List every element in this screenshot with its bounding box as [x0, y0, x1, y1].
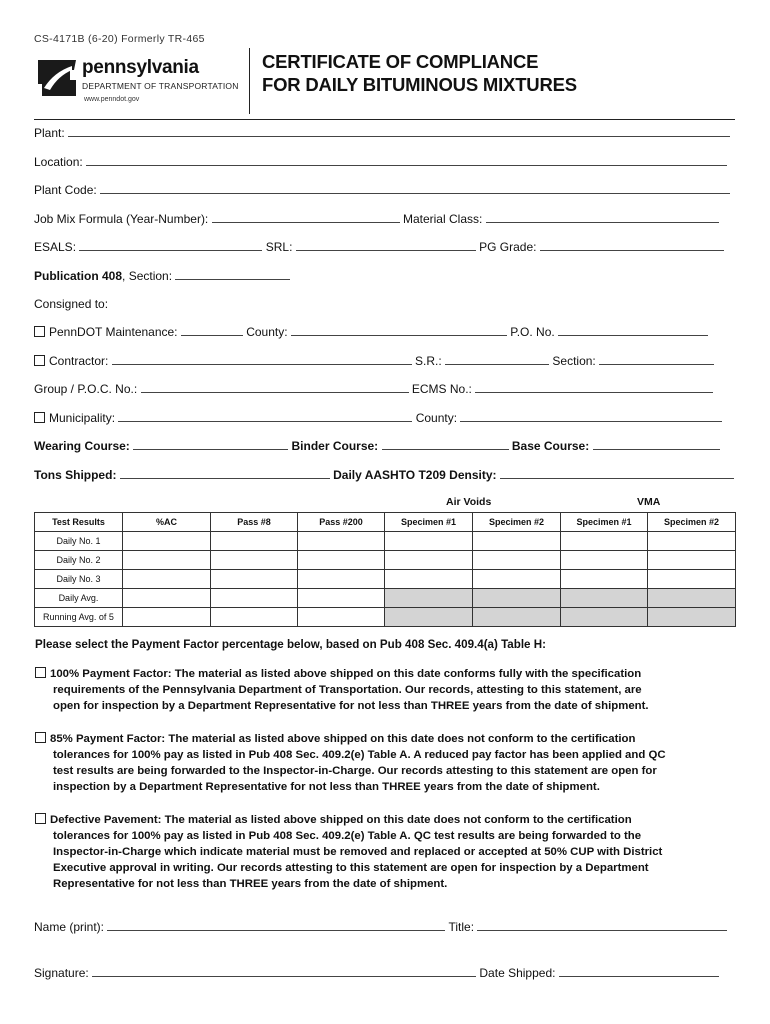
group-poc-field[interactable]	[141, 382, 409, 393]
test-results-table	[34, 512, 736, 627]
logo-department: DEPARTMENT OF TRANSPORTATION	[82, 81, 239, 91]
table-row	[35, 532, 736, 551]
county2-label: County:	[415, 411, 458, 425]
consigned-to-label: Consigned to:	[34, 297, 109, 311]
table-cell[interactable]	[298, 589, 385, 608]
plant-code-field[interactable]	[100, 183, 730, 194]
table-cell[interactable]	[211, 608, 298, 627]
publication-row	[34, 269, 290, 283]
table-cell[interactable]	[211, 570, 298, 589]
job-mix-field[interactable]	[212, 212, 400, 223]
signature-field[interactable]	[92, 966, 476, 977]
shaded-cell	[561, 608, 648, 627]
table-row	[35, 570, 736, 589]
payment-100-line-3: open for inspection by a Department Representative for not less than THREE years from the date of shipment.	[53, 700, 649, 712]
daily-aashto-label: Daily AASHTO T209 Density:	[333, 468, 497, 482]
payment-100-line-1: 100% Payment Factor: The material as listed above shipped on this date conforms fully with the specification	[50, 668, 642, 680]
material-class-label: Material Class:	[402, 212, 483, 226]
publication-label: Publication 408	[34, 269, 123, 283]
col-air-voids-specimen-2: Specimen #2	[473, 513, 561, 532]
keystone-icon	[36, 54, 78, 98]
payment-defective-line-5: Representative for not less than THREE years from the date of shipment.	[53, 878, 448, 890]
municipality-label: Municipality:	[49, 411, 116, 425]
form-id: CS-4171B (6-20) Formerly TR-465	[34, 33, 205, 45]
table-cell[interactable]	[648, 551, 736, 570]
col-pass-200: Pass #200	[298, 513, 385, 532]
contractor-row	[34, 354, 714, 368]
table-cell[interactable]	[561, 551, 648, 570]
row-label: Daily No. 1	[35, 532, 123, 551]
county-field[interactable]	[291, 325, 507, 336]
col-air-voids-specimen-1: Specimen #1	[385, 513, 473, 532]
esals-field[interactable]	[79, 240, 262, 251]
table-cell[interactable]	[211, 589, 298, 608]
payment-defective-line-4: Executive approval in writing. Our records attesting to this statement are open for inspection by a Department	[53, 862, 649, 874]
plant-row	[34, 126, 730, 140]
plant-code-label: Plant Code:	[34, 183, 97, 197]
table-cell[interactable]	[298, 532, 385, 551]
name-print-field[interactable]	[107, 920, 445, 931]
wearing-course-field[interactable]	[133, 439, 288, 450]
title-line-2: FOR DAILY BITUMINOUS MIXTURES	[262, 74, 577, 95]
contractor-label: Contractor:	[49, 354, 109, 368]
table-cell[interactable]	[123, 570, 211, 589]
municipality-row	[34, 411, 722, 425]
job-mix-row	[34, 212, 719, 226]
table-row	[35, 551, 736, 570]
penndot-maintenance-label: PennDOT Maintenance:	[49, 325, 178, 339]
base-course-field[interactable]	[593, 439, 720, 450]
table-cell[interactable]	[298, 608, 385, 627]
shaded-cell	[473, 589, 561, 608]
payment-option-100	[35, 666, 740, 714]
row-label: Daily Avg.	[35, 589, 123, 608]
location-label: Location:	[34, 155, 83, 169]
table-cell[interactable]	[561, 570, 648, 589]
row-label: Running Avg. of 5	[35, 608, 123, 627]
name-print-label: Name (print):	[34, 920, 105, 934]
po-no-field[interactable]	[558, 325, 708, 336]
payment-defective-line-2: tolerances for 100% pay as listed in Pub 408 Sec. 409.2(e) Table A. QC test results are being forwarded to the	[53, 830, 642, 842]
payment-option-85	[35, 731, 740, 795]
name-title-row	[34, 920, 727, 934]
table-cell[interactable]	[298, 570, 385, 589]
table-cell[interactable]	[561, 532, 648, 551]
table-cell[interactable]	[385, 532, 473, 551]
header-divider	[249, 48, 250, 114]
date-shipped-field[interactable]	[559, 966, 719, 977]
row-label: Daily No. 2	[35, 551, 123, 570]
shaded-cell	[473, 608, 561, 627]
logo-name: pennsylvania	[82, 57, 199, 78]
srl-label: SRL:	[265, 240, 293, 254]
date-shipped-label: Date Shipped:	[479, 966, 556, 980]
plant-field[interactable]	[68, 126, 730, 137]
payment-85-line-1: 85% Payment Factor: The material as listed above shipped on this date does not conform to the certification	[50, 733, 636, 745]
plant-code-row	[34, 183, 730, 197]
ecms-no-field[interactable]	[475, 382, 713, 393]
location-row	[34, 155, 727, 169]
county-label: County:	[246, 325, 288, 339]
table-cell[interactable]	[385, 570, 473, 589]
payment-85-line-3: test results are being forwarded to the Inspector-in-Charge. Our records attesting to this statement are open for	[53, 765, 657, 777]
contractor-checkbox[interactable]	[34, 355, 45, 366]
table-cell[interactable]	[298, 551, 385, 570]
penndot-maintenance-checkbox[interactable]	[34, 326, 45, 337]
table-cell[interactable]	[648, 532, 736, 551]
po-no-label: P.O. No.	[510, 325, 555, 339]
payment-100-line-2: requirements of the Pennsylvania Department of Transportation. Our records, attesting to this statement, are	[53, 684, 642, 696]
table-cell[interactable]	[123, 532, 211, 551]
table-cell[interactable]	[385, 551, 473, 570]
col-pass-8: Pass #8	[211, 513, 298, 532]
contractor-field[interactable]	[112, 354, 412, 365]
table-cell[interactable]	[473, 532, 561, 551]
payment-defective-checkbox[interactable]	[35, 813, 46, 824]
page-title	[262, 50, 577, 96]
esals-label: ESALS:	[34, 240, 77, 254]
payment-85-line-2: tolerances for 100% pay as listed in Pub 408 Sec. 409.2(e) Table A. A reduced pay factor has been applied and QC	[53, 749, 666, 761]
signature-label: Signature:	[34, 966, 89, 980]
section-label: , Section:	[122, 269, 173, 283]
esals-row	[34, 240, 724, 254]
base-course-label: Base Course:	[511, 439, 590, 453]
air-voids-header: Air Voids	[446, 496, 492, 508]
table-cell[interactable]	[211, 532, 298, 551]
payment-defective-line-3: Inspector-in-Charge which indicate material must be removed and replaced or accepted at 50% CUP with District	[53, 846, 663, 858]
payment-100-checkbox[interactable]	[35, 667, 46, 678]
binder-course-field[interactable]	[382, 439, 509, 450]
table-row	[35, 589, 736, 608]
signature-row	[34, 966, 719, 980]
wearing-course-label: Wearing Course:	[34, 439, 130, 453]
section2-label: Section:	[552, 354, 596, 368]
county2-field[interactable]	[460, 411, 722, 422]
group-poc-label: Group / P.O.C. No.:	[34, 382, 138, 396]
row-label: Daily No. 3	[35, 570, 123, 589]
header-rule	[34, 119, 735, 120]
sr-field[interactable]	[445, 354, 549, 365]
tons-shipped-label: Tons Shipped:	[34, 468, 117, 482]
course-row	[34, 439, 720, 453]
penndot-maintenance-field[interactable]	[181, 325, 243, 336]
sr-label: S.R.:	[415, 354, 442, 368]
material-class-field[interactable]	[486, 212, 719, 223]
table-cell[interactable]	[648, 570, 736, 589]
table-cell[interactable]	[123, 589, 211, 608]
title-field[interactable]	[477, 920, 727, 931]
logo-url: www.penndot.gov	[84, 96, 140, 103]
tons-row	[34, 468, 734, 482]
location-field[interactable]	[86, 155, 727, 166]
pg-grade-label: PG Grade:	[479, 240, 537, 254]
binder-course-label: Binder Course:	[291, 439, 379, 453]
payment-option-defective	[35, 812, 740, 892]
payment-defective-line-1: Defective Pavement: The material as listed above shipped on this date does not conform to the certification	[50, 814, 632, 826]
shaded-cell	[385, 608, 473, 627]
payment-prompt: Please select the Payment Factor percentage below, based on Pub 408 Sec. 409.4(a) Table H:	[35, 638, 546, 651]
srl-field[interactable]	[296, 240, 476, 251]
ecms-no-label: ECMS No.:	[411, 382, 472, 396]
col-ac: %AC	[123, 513, 211, 532]
shaded-cell	[648, 608, 736, 627]
municipality-field[interactable]	[118, 411, 412, 422]
col-vma-specimen-2: Specimen #2	[648, 513, 736, 532]
table-cell[interactable]	[473, 570, 561, 589]
table-row	[35, 608, 736, 627]
title-label: Title:	[448, 920, 475, 934]
pg-grade-field[interactable]	[540, 240, 724, 251]
section-field[interactable]	[175, 269, 290, 280]
tons-shipped-field[interactable]	[120, 468, 330, 479]
payment-85-line-4: inspection by a Department Representative for not less than THREE years from the date of shipment.	[53, 781, 600, 793]
table-cell[interactable]	[123, 551, 211, 570]
municipality-checkbox[interactable]	[34, 412, 45, 423]
table-cell[interactable]	[473, 551, 561, 570]
vma-header: VMA	[637, 496, 661, 508]
shaded-cell	[561, 589, 648, 608]
col-vma-specimen-1: Specimen #1	[561, 513, 648, 532]
payment-85-checkbox[interactable]	[35, 732, 46, 743]
section2-field[interactable]	[599, 354, 714, 365]
job-mix-label: Job Mix Formula (Year-Number):	[34, 212, 209, 226]
shaded-cell	[385, 589, 473, 608]
group-poc-row	[34, 382, 713, 396]
plant-label: Plant:	[34, 126, 65, 140]
table-cell[interactable]	[211, 551, 298, 570]
col-test-results: Test Results	[35, 513, 123, 532]
title-line-1: CERTIFICATE OF COMPLIANCE	[262, 51, 539, 72]
table-header-row	[35, 513, 736, 532]
table-cell[interactable]	[123, 608, 211, 627]
penndot-maintenance-row	[34, 325, 708, 339]
shaded-cell	[648, 589, 736, 608]
daily-aashto-field[interactable]	[500, 468, 734, 479]
